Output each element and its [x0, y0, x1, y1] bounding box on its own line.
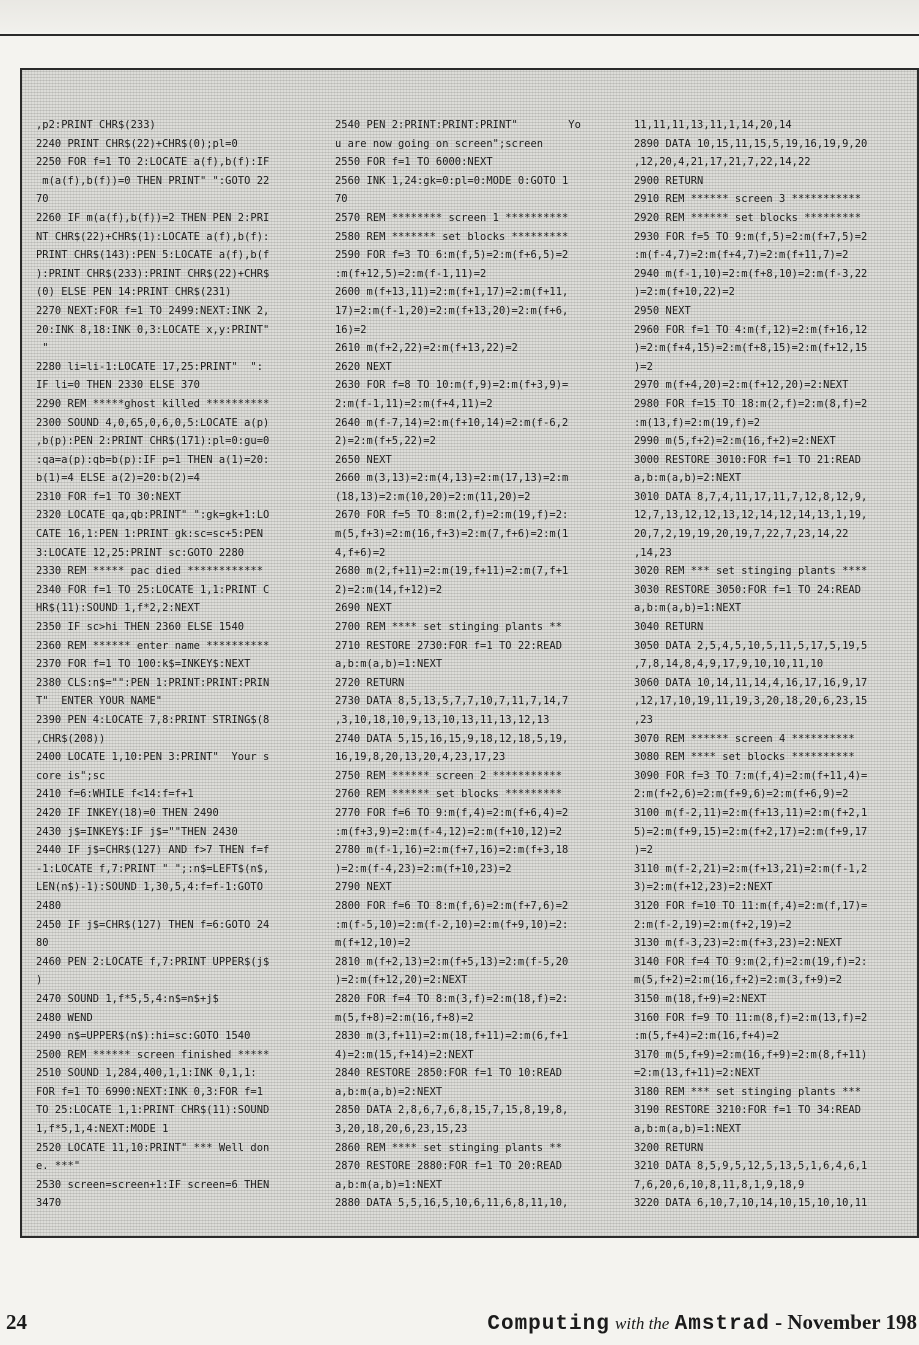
code-line: 2260 IF m(a(f),b(f))=2 THEN PEN 2:PRI: [36, 211, 270, 224]
code-line: 2800 FOR f=6 TO 8:m(f,6)=2:m(f+7,6)=2: [335, 899, 569, 912]
code-line: u are now going on screen";screen: [335, 137, 544, 150]
code-line: 2380 CLS:n$="":PEN 1:PRINT:PRINT:PRIN: [36, 676, 270, 689]
code-line: 3190 RESTORE 3210:FOR f=1 TO 34:READ: [634, 1104, 862, 1117]
code-line: ,7,8,14,8,4,9,17,9,10,10,11,10: [634, 658, 824, 671]
code-line: 2250 FOR f=1 TO 2:LOCATE a(f),b(f):IF: [36, 156, 270, 169]
code-line: a,b:m(a,b)=2:NEXT: [634, 472, 742, 485]
code-line: 2920 REM ****** set blocks *********: [634, 211, 862, 224]
code-line: 2650 NEXT: [335, 453, 392, 466]
page-footer: [0, 1306, 919, 1336]
code-line: 2630 FOR f=8 TO 10:m(f,9)=2:m(f+3,9)=: [335, 379, 569, 392]
code-line: 2430 j$=INKEY$:IF j$=""THEN 2430: [36, 825, 238, 838]
code-line: 3160 FOR f=9 TO 11:m(8,f)=2:m(13,f)=2: [634, 1011, 868, 1024]
code-line: 2390 PEN 4:LOCATE 7,8:PRINT STRING$(8: [36, 714, 270, 726]
code-line: :m(f-5,10)=2:m(f-2,10)=2:m(f+9,10)=2:: [335, 918, 569, 931]
code-line: 3220 DATA 6,10,7,10,14,10,15,10,10,11: [634, 1197, 868, 1210]
code-line: 2570 REM ******** screen 1 **********: [335, 211, 569, 224]
code-line: ,14,23: [634, 546, 672, 559]
code-line: 2480: [36, 899, 62, 912]
code-line: 3,20,18,20,6,23,15,23: [335, 1123, 468, 1136]
code-line: 2)=2:m(f+5,22)=2: [335, 435, 436, 448]
code-line: a,b:m(a,b)=2:NEXT: [335, 1085, 443, 1098]
code-line: 2420 IF INKEY(18)=0 THEN 2490: [36, 806, 219, 819]
code-line: 2860 REM **** set stinging plants **: [335, 1141, 563, 1154]
code-line: 2820 FOR f=4 TO 8:m(3,f)=2:m(18,f)=2:: [335, 992, 569, 1005]
code-line: 2770 FOR f=6 TO 9:m(f,4)=2:m(f+6,4)=2: [335, 806, 569, 819]
code-line: 3030 RESTORE 3050:FOR f=1 TO 24:READ: [634, 583, 862, 596]
code-line: 2780 m(f-1,16)=2:m(f+7,16)=2:m(f+3,18: [335, 844, 569, 857]
code-line: 2350 IF sc>hi THEN 2360 ELSE 1540: [36, 621, 245, 634]
page-top-margin: [0, 0, 919, 32]
code-line: :m(5,f+4)=2:m(16,f+4)=2: [634, 1030, 780, 1043]
code-line: PRINT CHR$(143):PEN 5:LOCATE a(f),b(f: [36, 249, 270, 262]
code-line: 3100 m(f-2,11)=2:m(f+13,11)=2:m(f+2,1: [634, 806, 868, 819]
code-line: TO 25:LOCATE 1,1:PRINT CHR$(11):SOUND: [36, 1104, 270, 1117]
code-line: 2580 REM ******* set blocks *********: [335, 230, 569, 243]
code-line: m(5,f+8)=2:m(16,f+8)=2: [335, 1011, 474, 1024]
magazine-credit: [487, 1310, 917, 1336]
code-line: NT CHR$(22)+CHR$(1):LOCATE a(f),b(f):: [36, 230, 270, 243]
code-line: :m(f+3,9)=2:m(f-4,12)=2:m(f+10,12)=2: [335, 825, 563, 838]
code-line: 2330 REM ***** pac died ************: [36, 565, 264, 578]
code-line: 2550 FOR f=1 TO 6000:NEXT: [335, 156, 493, 169]
page-number: 24: [6, 1310, 27, 1334]
code-line: ,p2:PRINT CHR$(233): [36, 119, 156, 131]
code-line: 2690 NEXT: [335, 602, 392, 615]
code-line: 3470: [36, 1197, 62, 1210]
code-line: ,23: [634, 714, 653, 726]
code-line: :m(13,f)=2:m(19,f)=2: [634, 416, 761, 429]
code-line: 2470 SOUND 1,f*5,5,4:n$=n$+j$: [36, 992, 219, 1005]
code-line: 2810 m(f+2,13)=2:m(f+5,13)=2:m(f-5,20: [335, 955, 569, 968]
code-line: 2720 RETURN: [335, 676, 405, 689]
code-line: 2880 DATA 5,5,16,5,10,6,11,6,8,11,10,: [335, 1197, 569, 1210]
code-line: 2670 FOR f=5 TO 8:m(2,f)=2:m(19,f)=2:: [335, 509, 569, 522]
code-line: 16,19,8,20,13,20,4,23,17,23: [335, 751, 506, 764]
code-line: )=2: [634, 360, 653, 373]
code-line: 3050 DATA 2,5,4,5,10,5,11,5,17,5,19,5: [634, 639, 868, 652]
code-line: 80: [36, 937, 49, 950]
code-line: 2990 m(5,f+2)=2:m(16,f+2)=2:NEXT: [634, 435, 836, 448]
code-line: a,b:m(a,b)=1:NEXT: [335, 658, 443, 671]
code-line: m(f+12,10)=2: [335, 937, 411, 950]
code-line: m(a(f),b(f))=0 THEN PRINT" ":GOTO 22: [36, 174, 270, 187]
code-line: 2710 RESTORE 2730:FOR f=1 TO 22:READ: [335, 639, 563, 652]
code-line: 3180 REM *** set stinging plants ***: [634, 1085, 862, 1098]
code-line: 2340 FOR f=1 TO 25:LOCATE 1,1:PRINT C: [36, 583, 270, 596]
code-line: 2790 NEXT: [335, 881, 392, 894]
code-line: 2870 RESTORE 2880:FOR f=1 TO 20:READ: [335, 1160, 563, 1173]
code-line: 2480 WEND: [36, 1011, 93, 1024]
code-line: CATE 16,1:PEN 1:PRINT gk:sc=sc+5:PEN: [36, 528, 264, 541]
code-line: a,b:m(a,b)=1:NEXT: [335, 1178, 443, 1191]
code-line: 3210 DATA 8,5,9,5,12,5,13,5,1,6,4,6,1: [634, 1160, 868, 1173]
code-line: )=2:m(f+12,20)=2:NEXT: [335, 974, 468, 987]
code-line: 2890 DATA 10,15,11,15,5,19,16,19,9,20: [634, 137, 868, 150]
code-line: e. ***": [36, 1160, 81, 1173]
code-line: 2840 RESTORE 2850:FOR f=1 TO 10:READ: [335, 1067, 563, 1080]
code-line: ,12,17,10,19,11,19,3,20,18,20,6,23,15: [634, 695, 868, 708]
code-line: 3170 m(5,f+9)=2:m(16,f+9)=2:m(8,f+11): [634, 1048, 868, 1061]
code-line: 17)=2:m(f-1,20)=2:m(f+13,20)=2:m(f+6,: [335, 304, 569, 317]
code-line: 2910 REM ****** screen 3 ***********: [634, 193, 862, 206]
code-line: 2270 NEXT:FOR f=1 TO 2499:NEXT:INK 2,: [36, 304, 270, 317]
code-line: 2240 PRINT CHR$(22)+CHR$(0);pl=0: [36, 137, 238, 150]
code-line: 11,11,11,13,11,1,14,20,14: [634, 119, 792, 131]
code-line: ": [36, 342, 49, 355]
code-line: (18,13)=2:m(10,20)=2:m(11,20)=2: [335, 490, 531, 503]
code-line: 2980 FOR f=15 TO 18:m(2,f)=2:m(8,f)=2: [634, 397, 868, 410]
code-line: 3)=2:m(f+12,23)=2:NEXT: [634, 881, 773, 894]
code-line: 12,7,13,12,12,13,12,14,12,14,13,1,19,: [634, 509, 868, 522]
code-line: 3020 REM *** set stinging plants ****: [634, 565, 868, 578]
code-line: 2900 RETURN: [634, 174, 704, 187]
code-line: 2610 m(f+2,22)=2:m(f+13,22)=2: [335, 342, 518, 355]
code-line: 2370 FOR f=1 TO 100:k$=INKEY$:NEXT: [36, 658, 251, 671]
code-line: 3040 RETURN: [634, 621, 704, 634]
code-line: 2590 FOR f=3 TO 6:m(f,5)=2:m(f+6,5)=2: [335, 249, 569, 262]
code-line: 2300 SOUND 4,0,65,0,6,0,5:LOCATE a(p): [36, 416, 270, 429]
code-line: 70: [36, 193, 49, 206]
code-line: 3080 REM **** set blocks **********: [634, 751, 855, 764]
code-line: IF li=0 THEN 2330 ELSE 370: [36, 379, 200, 392]
code-line: 2530 screen=screen+1:IF screen=6 THEN: [36, 1178, 270, 1191]
code-line: 3070 REM ****** screen 4 **********: [634, 732, 855, 745]
magazine-title-amstrad: Amstrad: [674, 1313, 770, 1336]
code-line: 2740 DATA 5,15,16,15,9,18,12,18,5,19,: [335, 732, 569, 745]
header-rule: [0, 34, 919, 36]
code-line: 16)=2: [335, 323, 367, 336]
code-line: HR$(11):SOUND 1,f*2,2:NEXT: [36, 602, 200, 615]
code-line: ,12,20,4,21,17,21,7,22,14,22: [634, 156, 811, 169]
code-line: 2460 PEN 2:LOCATE f,7:PRINT UPPER$(j$: [36, 955, 270, 968]
code-line: )=2:m(f+10,22)=2: [634, 286, 735, 299]
code-line: 20,7,2,19,19,20,19,7,22,7,23,14,22: [634, 528, 849, 541]
code-line: 3140 FOR f=4 TO 9:m(2,f)=2:m(19,f)=2:: [634, 955, 868, 968]
code-line: 3120 FOR f=10 TO 11:m(f,4)=2:m(f,17)=: [634, 899, 868, 912]
code-line: 3110 m(f-2,21)=2:m(f+13,21)=2:m(f-1,2: [634, 862, 868, 875]
code-line: 3130 m(f-3,23)=2:m(f+3,23)=2:NEXT: [634, 937, 843, 950]
code-line: FOR f=1 TO 6990:NEXT:INK 0,3:FOR f=1: [36, 1085, 264, 1098]
code-line: )=2: [634, 844, 653, 857]
code-line: 2830 m(3,f+11)=2:m(18,f+11)=2:m(6,f+1: [335, 1030, 569, 1043]
code-line: 2500 REM ****** screen finished *****: [36, 1048, 270, 1061]
code-line: 20:INK 8,18:INK 0,3:LOCATE x,y:PRINT": [36, 323, 270, 336]
code-line: ,b(p):PEN 2:PRINT CHR$(171):pl=0:gu=0: [36, 435, 270, 448]
code-line: 3010 DATA 8,7,4,11,17,11,7,12,8,12,9,: [634, 490, 868, 503]
code-line: 2700 REM **** set stinging plants **: [335, 621, 563, 634]
code-line: )=2:m(f-4,23)=2:m(f+10,23)=2: [335, 862, 512, 875]
code-line: 2280 li=li-1:LOCATE 17,25:PRINT" ":: [36, 360, 264, 373]
listing-column-2: [335, 116, 617, 1213]
code-line: 1,f*5,1,4:NEXT:MODE 1: [36, 1123, 169, 1136]
code-line: ,3,10,18,10,9,13,10,13,11,13,12,13: [335, 714, 550, 726]
code-line: 2520 LOCATE 11,10:PRINT" *** Well don: [36, 1141, 270, 1154]
issue-date: - November 198: [775, 1310, 917, 1334]
code-line: m(5,f+2)=2:m(16,f+2)=2:m(3,f+9)=2: [634, 974, 843, 987]
code-line: 3060 DATA 10,14,11,14,4,16,17,16,9,17: [634, 676, 868, 689]
code-line: :m(f-4,7)=2:m(f+4,7)=2:m(f+11,7)=2: [634, 249, 849, 262]
code-line: 2640 m(f-7,14)=2:m(f+10,14)=2:m(f-6,2: [335, 416, 569, 429]
code-line: b(1)=4 ELSE a(2)=20:b(2)=4: [36, 472, 200, 485]
code-line: m(5,f+3)=2:m(16,f+3)=2:m(7,f+6)=2:m(1: [335, 528, 569, 541]
code-line: 2560 INK 1,24:gk=0:pl=0:MODE 0:GOTO 1: [335, 174, 569, 187]
code-line: 2760 REM ****** set blocks *********: [335, 788, 563, 801]
code-line: 7,6,20,6,10,8,11,8,1,9,18,9: [634, 1178, 805, 1191]
code-line: (0) ELSE PEN 14:PRINT CHR$(231): [36, 286, 232, 299]
code-line: 4)=2:m(15,f+14)=2:NEXT: [335, 1048, 474, 1061]
code-line: 2:m(f+2,6)=2:m(f+9,6)=2:m(f+6,9)=2: [634, 788, 849, 801]
code-line: )=2:m(f+4,15)=2:m(f+8,15)=2:m(f+12,15: [634, 342, 868, 355]
code-line: T" ENTER YOUR NAME": [36, 695, 163, 708]
code-line: 2410 f=6:WHILE f<14:f=f+1: [36, 788, 194, 801]
code-line: LEN(n$)-1):SOUND 1,30,5,4:f=f-1:GOTO: [36, 881, 264, 894]
code-line: 2)=2:m(14,f+12)=2: [335, 583, 443, 596]
code-line: 2660 m(3,13)=2:m(4,13)=2:m(17,13)=2:m: [335, 472, 569, 485]
code-line: core is";sc: [36, 769, 106, 782]
code-line: ,CHR$(208)): [36, 732, 106, 745]
code-line: 2850 DATA 2,8,6,7,6,8,15,7,15,8,19,8,: [335, 1104, 569, 1117]
code-line: :m(f+12,5)=2:m(f-1,11)=2: [335, 267, 487, 280]
code-line: 2620 NEXT: [335, 360, 392, 373]
code-line: -1:LOCATE f,7:PRINT " ";:n$=LEFT$(n$,: [36, 862, 270, 875]
code-line: 3200 RETURN: [634, 1141, 704, 1154]
code-line: 2930 FOR f=5 TO 9:m(f,5)=2:m(f+7,5)=2: [634, 230, 868, 243]
listing-column-3: [634, 116, 919, 1213]
code-line: 70: [335, 193, 348, 206]
code-line: a,b:m(a,b)=1:NEXT: [634, 1123, 742, 1136]
code-line: 2960 FOR f=1 TO 4:m(f,12)=2:m(f+16,12: [634, 323, 868, 336]
code-line: 2360 REM ****** enter name **********: [36, 639, 270, 652]
program-listing-box: [20, 68, 919, 1238]
code-line: 5)=2:m(f+9,15)=2:m(f+2,17)=2:m(f+9,17: [634, 825, 868, 838]
code-line: 3090 FOR f=3 TO 7:m(f,4)=2:m(f+11,4)=: [634, 769, 868, 782]
code-line: ):PRINT CHR$(233):PRINT CHR$(22)+CHR$: [36, 267, 270, 280]
listing-column-1: [36, 116, 318, 1213]
code-line: 2730 DATA 8,5,13,5,7,7,10,7,11,7,14,7: [335, 695, 569, 708]
code-line: 2540 PEN 2:PRINT:PRINT:PRINT" Yo: [335, 119, 581, 131]
code-line: 2290 REM *****ghost killed **********: [36, 397, 270, 410]
code-line: ): [36, 974, 43, 987]
code-line: 2600 m(f+13,11)=2:m(f+1,17)=2:m(f+11,: [335, 286, 569, 299]
code-line: 2310 FOR f=1 TO 30:NEXT: [36, 490, 182, 503]
code-line: 2440 IF j$=CHR$(127) AND f>7 THEN f=f: [36, 844, 270, 857]
code-line: 2490 n$=UPPER$(n$):hi=sc:GOTO 1540: [36, 1030, 251, 1043]
code-line: 3000 RESTORE 3010:FOR f=1 TO 21:READ: [634, 453, 862, 466]
code-line: 2950 NEXT: [634, 304, 691, 317]
code-line: 2970 m(f+4,20)=2:m(f+12,20)=2:NEXT: [634, 379, 849, 392]
code-line: 2450 IF j$=CHR$(127) THEN f=6:GOTO 24: [36, 918, 270, 931]
code-line: 2320 LOCATE qa,qb:PRINT" ":gk=gk+1:LO: [36, 509, 270, 522]
code-line: 2680 m(2,f+11)=2:m(19,f+11)=2:m(7,f+1: [335, 565, 569, 578]
code-line: =2:m(13,f+11)=2:NEXT: [634, 1067, 761, 1080]
code-line: 2750 REM ****** screen 2 ***********: [335, 769, 563, 782]
code-line: :qa=a(p):qb=b(p):IF p=1 THEN a(1)=20:: [36, 453, 270, 466]
code-line: 2:m(f-1,11)=2:m(f+4,11)=2: [335, 397, 493, 410]
code-line: 3:LOCATE 12,25:PRINT sc:GOTO 2280: [36, 546, 245, 559]
code-line: 2:m(f-2,19)=2:m(f+2,19)=2: [634, 918, 792, 931]
code-line: 4,f+6)=2: [335, 546, 386, 559]
code-line: 2400 LOCATE 1,10:PEN 3:PRINT" Your s: [36, 751, 270, 764]
code-line: 2940 m(f-1,10)=2:m(f+8,10)=2:m(f-3,22: [634, 267, 868, 280]
code-line: a,b:m(a,b)=1:NEXT: [634, 602, 742, 615]
code-line: 2510 SOUND 1,284,400,1,1:INK 0,1,1:: [36, 1067, 257, 1080]
code-line: 3150 m(18,f+9)=2:NEXT: [634, 992, 767, 1005]
magazine-title-computing: Computing: [487, 1313, 610, 1336]
magazine-title-with-the: with the: [615, 1314, 670, 1333]
